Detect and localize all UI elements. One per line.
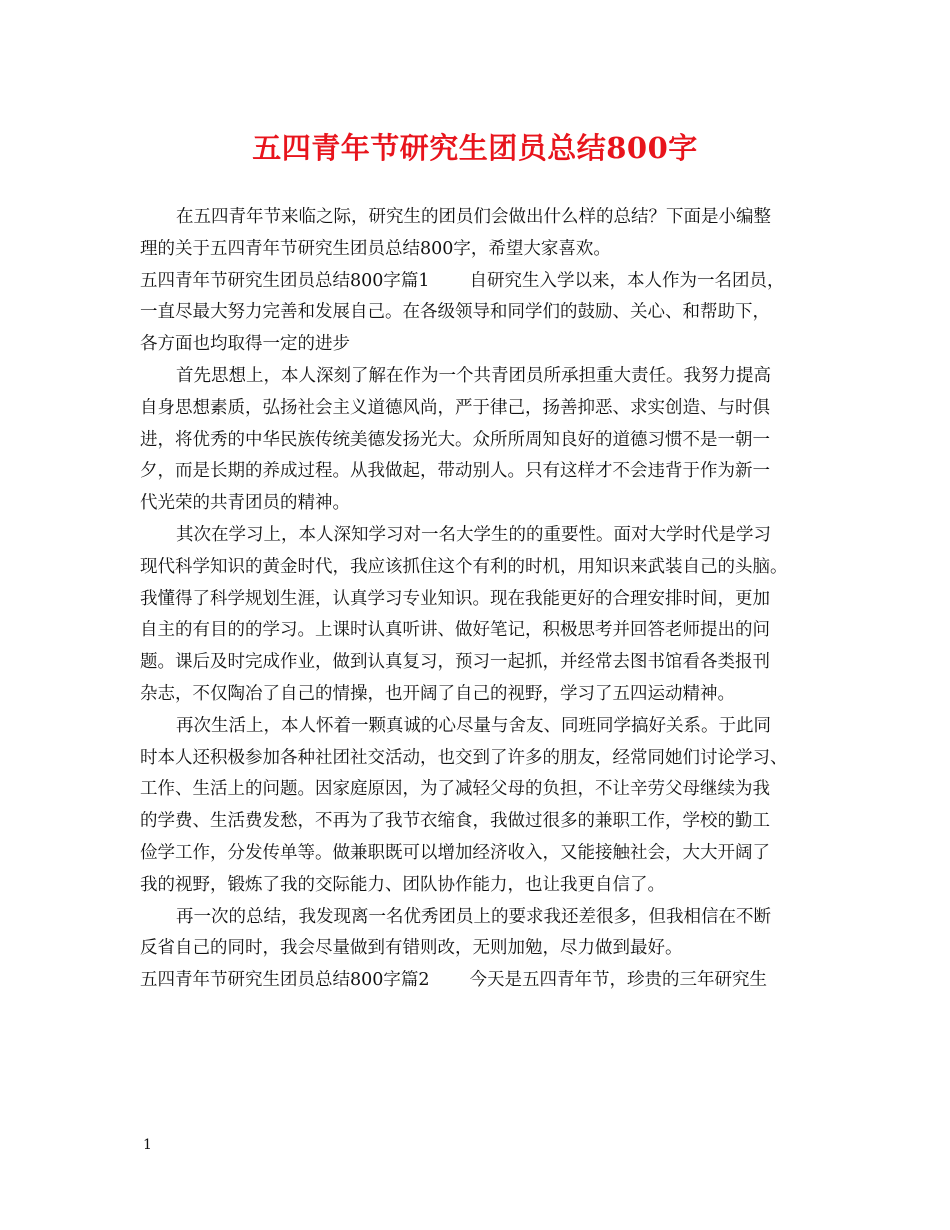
line-text: 夕，而是长期的养成过程。从我做起，带动别人。只有这样才不会违背于作为新一 bbox=[140, 461, 770, 482]
line-text: 时本人还积极参加各种社团社交活动，也交到了许多的朋友，经常同她们讨论学习、 bbox=[140, 747, 788, 768]
line-text: 在五四青年节来临之际，研究生的团员们会做出什么样的总结？下面是小编整 bbox=[176, 207, 771, 227]
text-line bbox=[140, 965, 830, 997]
text-line bbox=[140, 329, 830, 361]
section-heading: 五四青年节研究生团员总结800字篇2 bbox=[140, 970, 430, 991]
line-text: 今天是五四青年节，珍贵的三年研究生 bbox=[469, 970, 768, 991]
text-line bbox=[140, 234, 830, 266]
text-line bbox=[140, 902, 830, 934]
text-line bbox=[140, 393, 830, 425]
text-line bbox=[140, 361, 830, 393]
line-text: 理的关于五四青年节研究生团员总结800字，希望大家喜欢。 bbox=[140, 238, 611, 259]
section-heading: 五四青年节研究生团员总结800字篇1 bbox=[140, 270, 430, 291]
document-title: 五四青年节研究生团员总结800字 bbox=[252, 131, 698, 165]
line-text: 各方面也均取得一定的进步 bbox=[140, 334, 350, 355]
text-line bbox=[140, 297, 830, 329]
line-text: 反省自己的同时，我会尽量做到有错则改，无则加勉，尽力做到最好。 bbox=[140, 938, 683, 959]
page-number: 1 bbox=[143, 1137, 152, 1153]
text-line bbox=[140, 806, 830, 838]
line-text: 再一次的总结，我发现离一名优秀团员上的要求我还差很多，但我相信在不断 bbox=[176, 906, 771, 927]
line-text: 进，将优秀的中华民族传统美德发扬光大。众所所周知良好的道德习惯不是一朝一 bbox=[140, 429, 770, 450]
text-line bbox=[140, 520, 830, 552]
text-line bbox=[140, 711, 830, 743]
line-text: 代光荣的共青团员的精神。 bbox=[140, 493, 350, 514]
line-text: 首先思想上，本人深刻了解在作为一个共青团员所承担重大责任。我努力提高 bbox=[176, 365, 771, 386]
text-line bbox=[140, 584, 830, 616]
line-text: 一直尽最大努力完善和发展自己。在各级领导和同学们的鼓励、关心、和帮助下， bbox=[140, 302, 770, 323]
line-text: 我懂得了科学规划生涯，认真学习专业知识。现在我能更好的合理安排时间，更加 bbox=[140, 588, 770, 609]
line-text: 的学费、生活费发愁，不再为了我节衣缩食，我做过很多的兼职工作，学校的勤工 bbox=[140, 811, 770, 832]
text-line bbox=[140, 202, 830, 234]
document-body bbox=[140, 202, 830, 997]
text-line bbox=[140, 743, 830, 775]
text-line bbox=[140, 647, 830, 679]
line-text: 其次在学习上，本人深知学习对一名大学生的的重要性。面对大学时代是学习 bbox=[176, 524, 771, 545]
text-line bbox=[140, 425, 830, 457]
line-text: 再次生活上，本人怀着一颗真诚的心尽量与舍友、同班同学搞好关系。于此同 bbox=[176, 715, 771, 736]
line-text: 现代科学知识的黄金时代，我应该抓住这个有利的时机，用知识来武装自己的头脑。 bbox=[140, 556, 788, 577]
text-line bbox=[140, 266, 830, 298]
line-text: 题。课后及时完成作业，做到认真复习，预习一起抓，并经常去图书馆看各类报刊 bbox=[140, 652, 770, 673]
line-text: 自主的有目的的学习。上课时认真听讲、做好笔记，积极思考并回答老师提出的问 bbox=[140, 620, 770, 641]
text-line bbox=[140, 552, 830, 584]
text-line bbox=[140, 838, 830, 870]
line-text: 我的视野，锻炼了我的交际能力、团队协作能力，也让我更自信了。 bbox=[140, 874, 665, 895]
line-text: 自身思想素质，弘扬社会主义道德风尚，严于律己，扬善抑恶、求实创造、与时俱 bbox=[140, 397, 770, 418]
text-line bbox=[140, 615, 830, 647]
text-line bbox=[140, 933, 830, 965]
line-text: 工作、生活上的问题。因家庭原因，为了减轻父母的负担，不让辛劳父母继续为我 bbox=[140, 779, 770, 800]
text-line bbox=[140, 679, 830, 711]
text-line bbox=[140, 870, 830, 902]
line-text: 俭学工作，分发传单等。做兼职既可以增加经济收入，又能接触社会，大大开阔了 bbox=[140, 842, 770, 863]
line-text: 杂志，不仅陶冶了自己的情操，也开阔了自己的视野，学习了五四运动精神。 bbox=[140, 683, 735, 704]
line-text: 自研究生入学以来，本人作为一名团员， bbox=[469, 270, 785, 291]
text-line bbox=[140, 774, 830, 806]
text-line bbox=[140, 488, 830, 520]
text-line bbox=[140, 456, 830, 488]
